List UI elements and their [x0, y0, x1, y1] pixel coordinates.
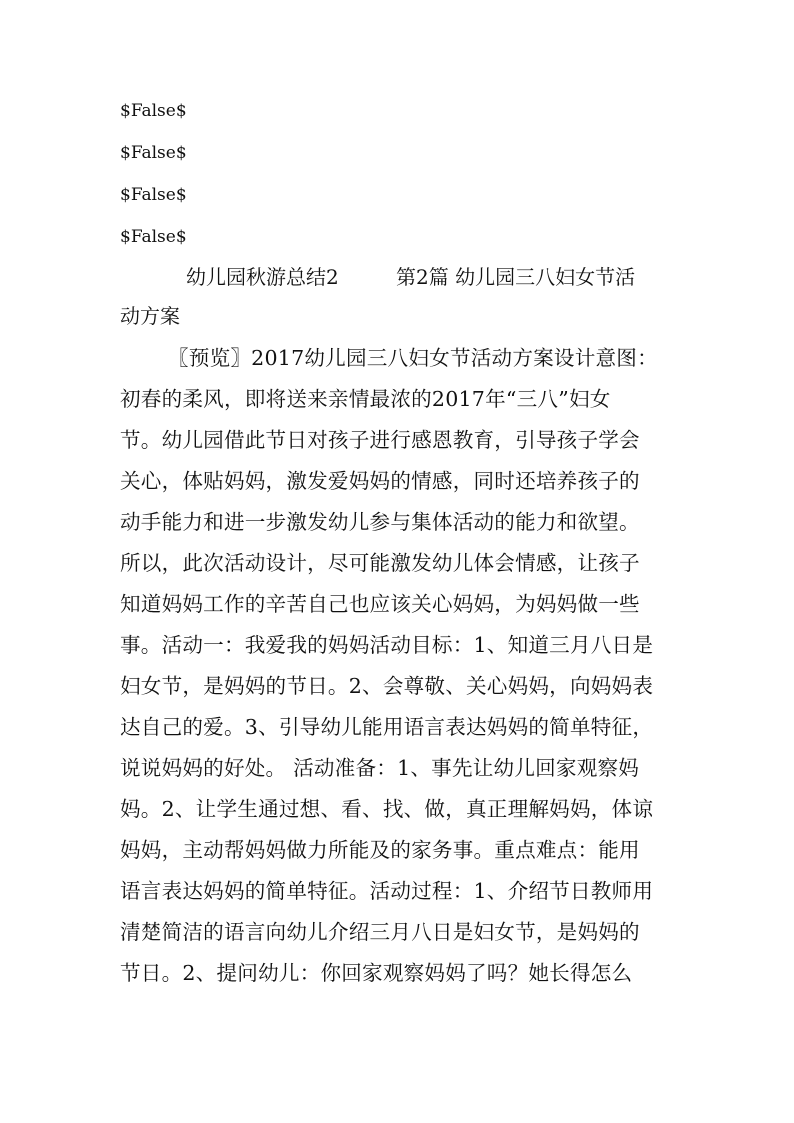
body-paragraph-line: 动手能力和进一步激发幼儿参与集体活动的能力和欲望。: [120, 510, 640, 534]
right-section-title: 第2篇 幼儿园三八妇女节活: [396, 265, 636, 289]
body-paragraph-line: 妈。2、让学生通过想、看、找、做，真正理解妈妈，体谅: [120, 797, 654, 821]
body-paragraph-line: 清楚简洁的语言向幼儿介绍三月八日是妇女节，是妈妈的: [120, 920, 640, 944]
body-paragraph-line: 妇女节，是妈妈的节日。2、会尊敬、关心妈妈，向妈妈表: [120, 674, 654, 698]
body-paragraph-line: 所以，此次活动设计，尽可能激发幼儿体会情感，让孩子: [120, 551, 640, 575]
false-placeholder-line: $False$: [120, 143, 187, 163]
false-placeholder-line: $False$: [120, 185, 187, 205]
body-paragraph-line: 知道妈妈工作的辛苦自己也应该关心妈妈，为妈妈做一些: [120, 592, 640, 616]
body-paragraph-line: 〖预览〗2017幼儿园三八妇女节活动方案设计意图：: [168, 346, 658, 370]
body-paragraph-line: 节。幼儿园借此节日对孩子进行感恩教育，引导孩子学会: [120, 428, 640, 452]
false-placeholder-line: $False$: [120, 101, 187, 121]
body-paragraph-line: 妈妈，主动帮妈妈做力所能及的家务事。重点难点：能用: [120, 838, 640, 862]
body-paragraph-line: 说说妈妈的好处。 活动准备：1、事先让幼儿回家观察妈: [120, 756, 640, 780]
body-paragraph-line: 语言表达妈妈的简单特征。活动过程：1、介绍节日教师用: [120, 879, 654, 903]
false-placeholder-line: $False$: [120, 227, 187, 247]
body-paragraph-line: 节日。2、提问幼儿：你回家观察妈妈了吗？她长得怎么: [120, 961, 633, 985]
body-paragraph-line: 初春的柔风，即将送来亲情最浓的2017年“三八”妇女: [120, 387, 611, 411]
body-paragraph-line: 达自己的爱。3、引导幼儿能用语言表达妈妈的简单特征，: [120, 715, 654, 739]
left-section-title: 幼儿园秋游总结2: [186, 265, 339, 289]
right-section-title-continuation: 动方案: [120, 304, 180, 328]
body-paragraph-line: 事。活动一：我爱我的妈妈活动目标：1、知道三月八日是: [120, 633, 654, 657]
body-paragraph-line: 关心，体贴妈妈，激发爱妈妈的情感，同时还培养孩子的: [120, 469, 640, 493]
